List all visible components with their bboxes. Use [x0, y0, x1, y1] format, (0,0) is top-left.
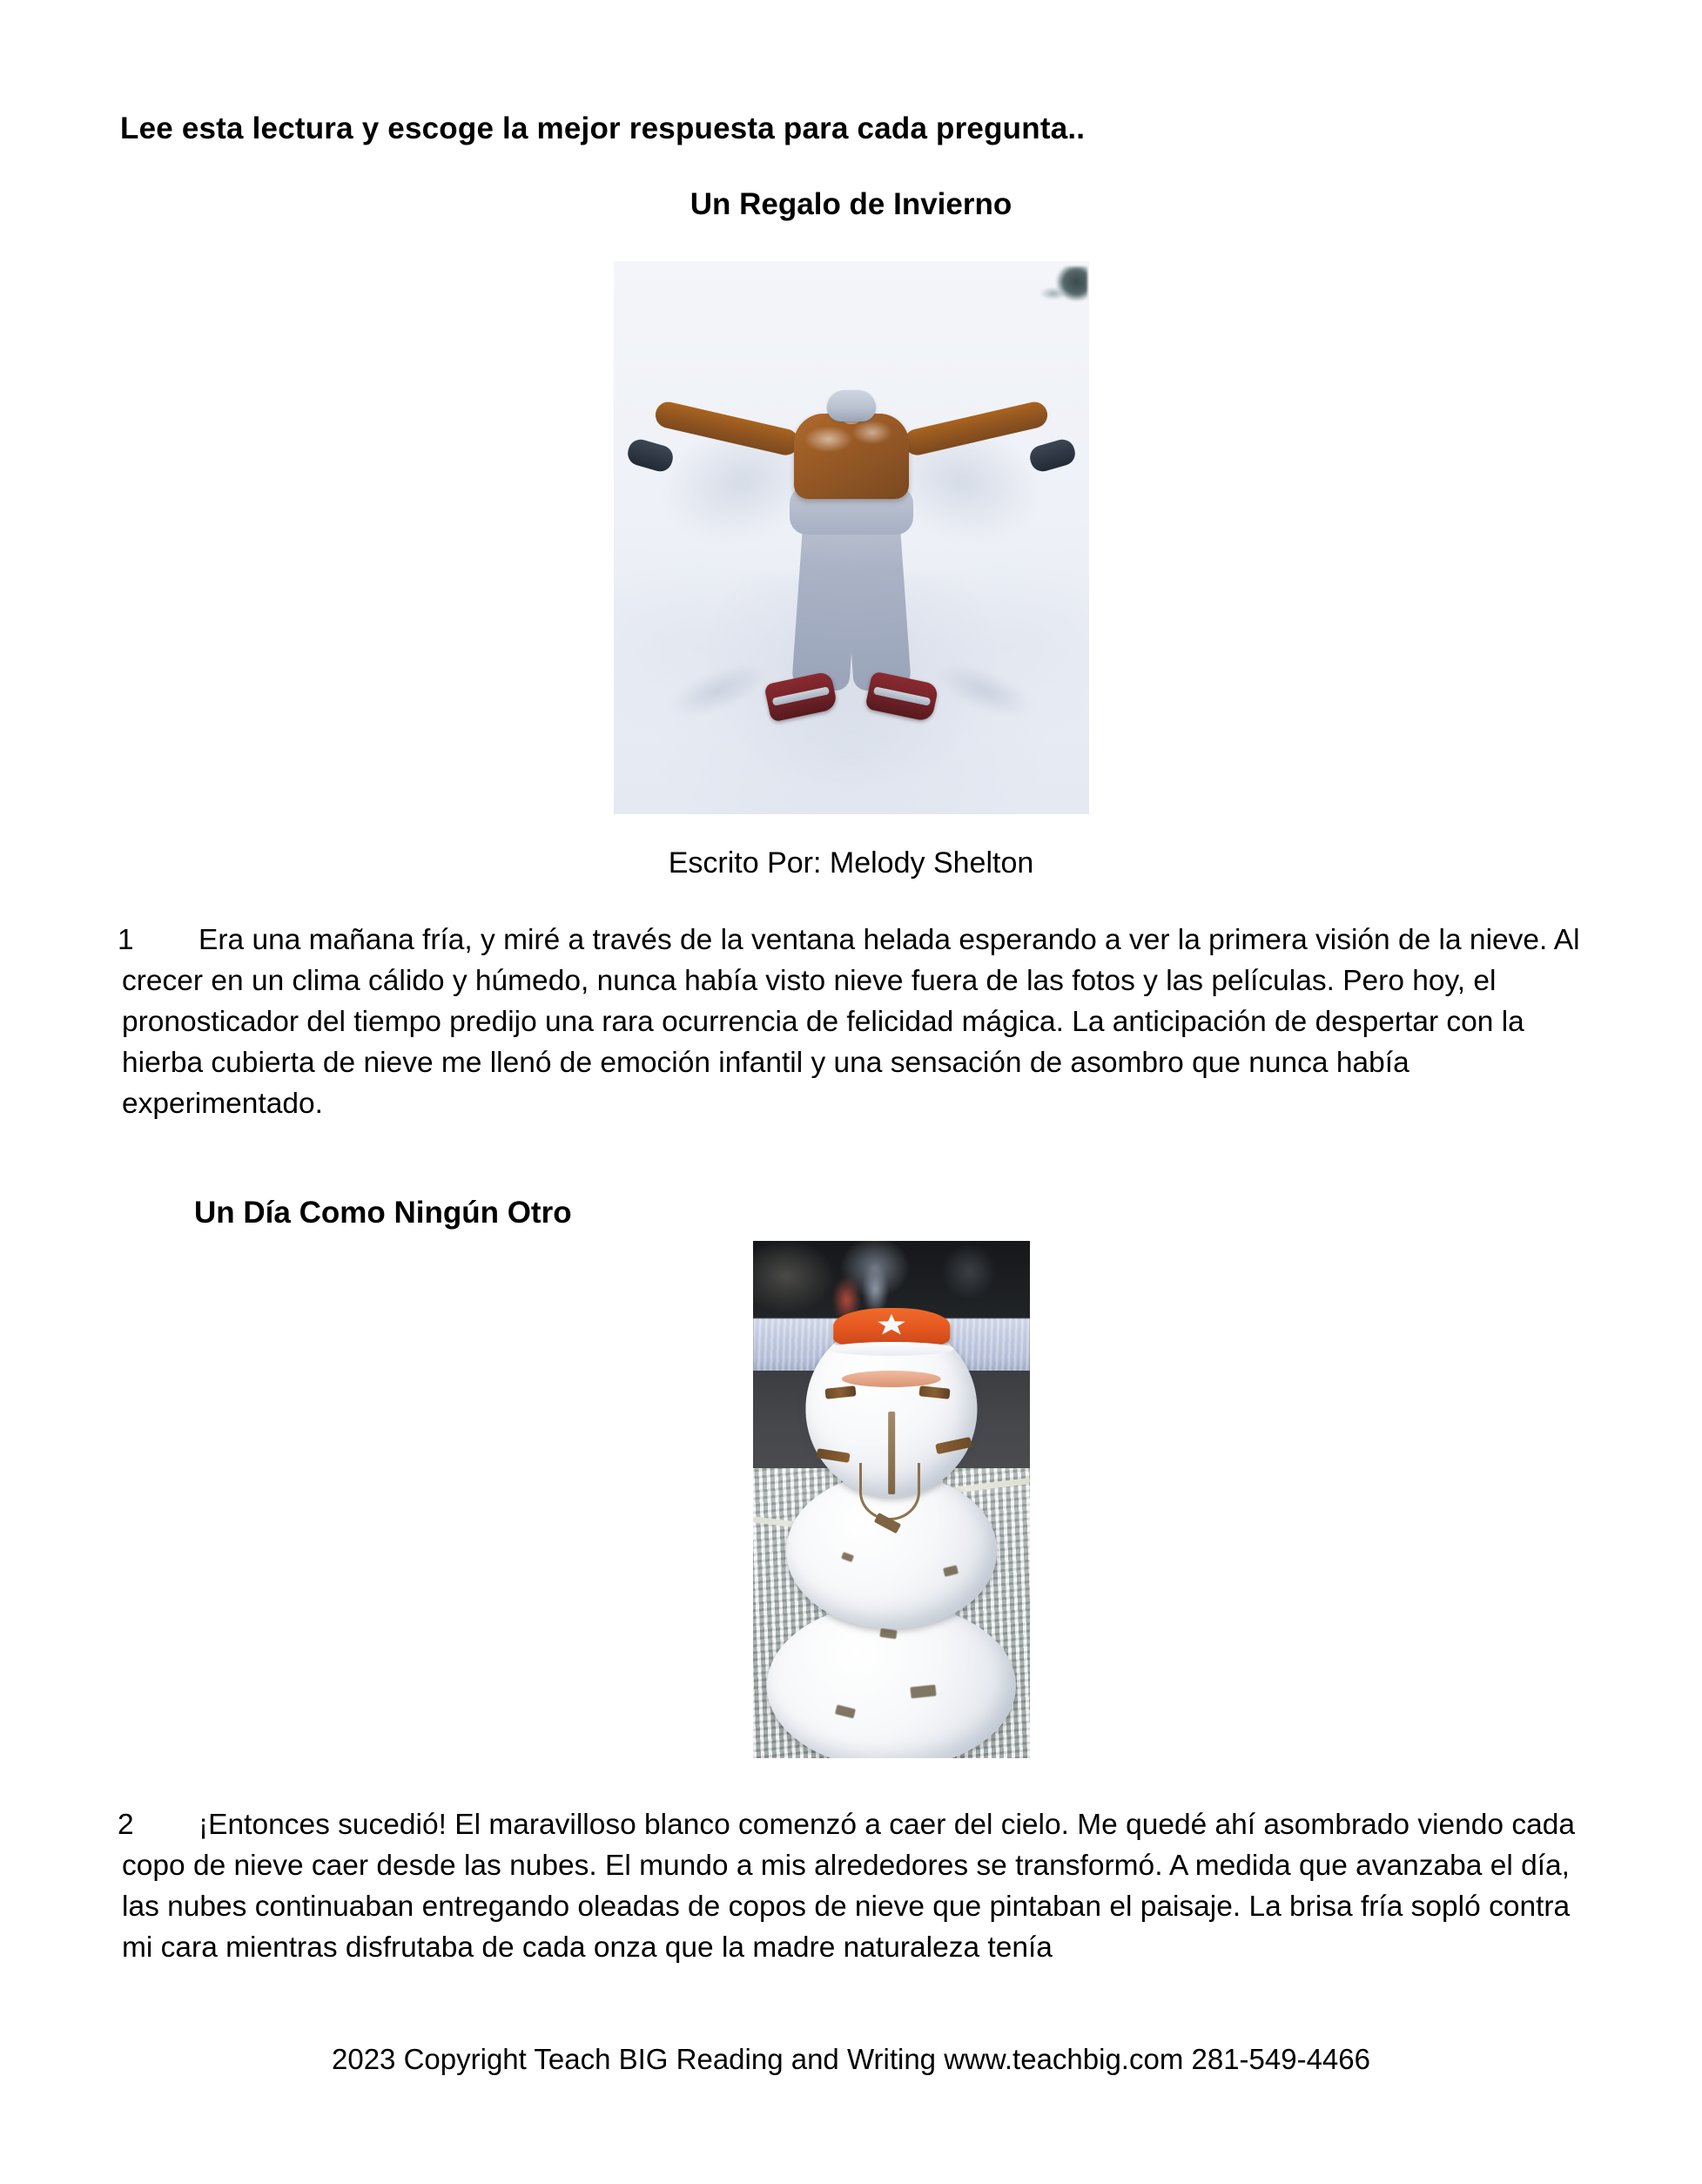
instruction-line: Lee esta lectura y escoge la mejor respuesta para cada pregunta.. [120, 111, 1086, 145]
page-footer: 2023 Copyright Teach BIG Reading and Writing www.teachbig.com 281-549-4466 [332, 2043, 1370, 2075]
paragraph-number: 2 [118, 1809, 134, 1841]
background-snow-mound [1040, 287, 1066, 300]
boot-strap-left [772, 686, 830, 706]
paragraph-number: 1 [118, 924, 134, 956]
paragraph-text: ¡Entonces sucedió! El maravilloso blanco comenzó a caer del cielo. Me quedé ahí asombrado viendo cada copo de nieve caer desde las nubes. El mundo a mis alrededores se transformó. A medida que avanzaba el día, las nubes continuaban entregando oleadas de copos de nieve que pintaban el paisaje. La brisa fría sopló contra mi cara mientras disfrutaba de cada onza que la madre naturaleza tenía [122, 1809, 1575, 1964]
page-title: Un Regalo de Invierno [690, 187, 1012, 221]
snow-angel-photo [614, 261, 1089, 814]
author-byline: Escrito Por: Melody Shelton [668, 846, 1034, 880]
boot-strap-right [873, 686, 931, 706]
snow-debris [880, 1628, 898, 1638]
person-helmet [827, 390, 876, 421]
paragraph-2 [120, 1804, 1583, 1968]
snowman-photo [753, 1241, 1030, 1758]
paragraph-text: Era una mañana fría, y miré a través de la ventana helada esperando a ver la primera visión de la nieve. Al crecer en un clima cálido y húmedo, nunca había visto nieve fuera de las fotos y las películas. Pero hoy, el pronosticador del tiempo predijo una rara ocurrencia de felicidad mágica. La anticipación de despertar con la hierba cubierta de nieve me llenó de emoción infantil y una sensación de asombro que nunca había experimentado. [122, 924, 1580, 1120]
snowman-image [753, 1241, 1030, 1758]
snowman-nose-loop [859, 1463, 920, 1520]
snow-angel-image [614, 261, 1089, 814]
cap-visor [842, 1371, 941, 1387]
person-glove-right [1027, 436, 1078, 474]
paragraph-1 [120, 920, 1583, 1124]
person-torso-jacket [794, 414, 909, 499]
section-subheading: Un Día Como Ningún Otro [194, 1196, 572, 1230]
